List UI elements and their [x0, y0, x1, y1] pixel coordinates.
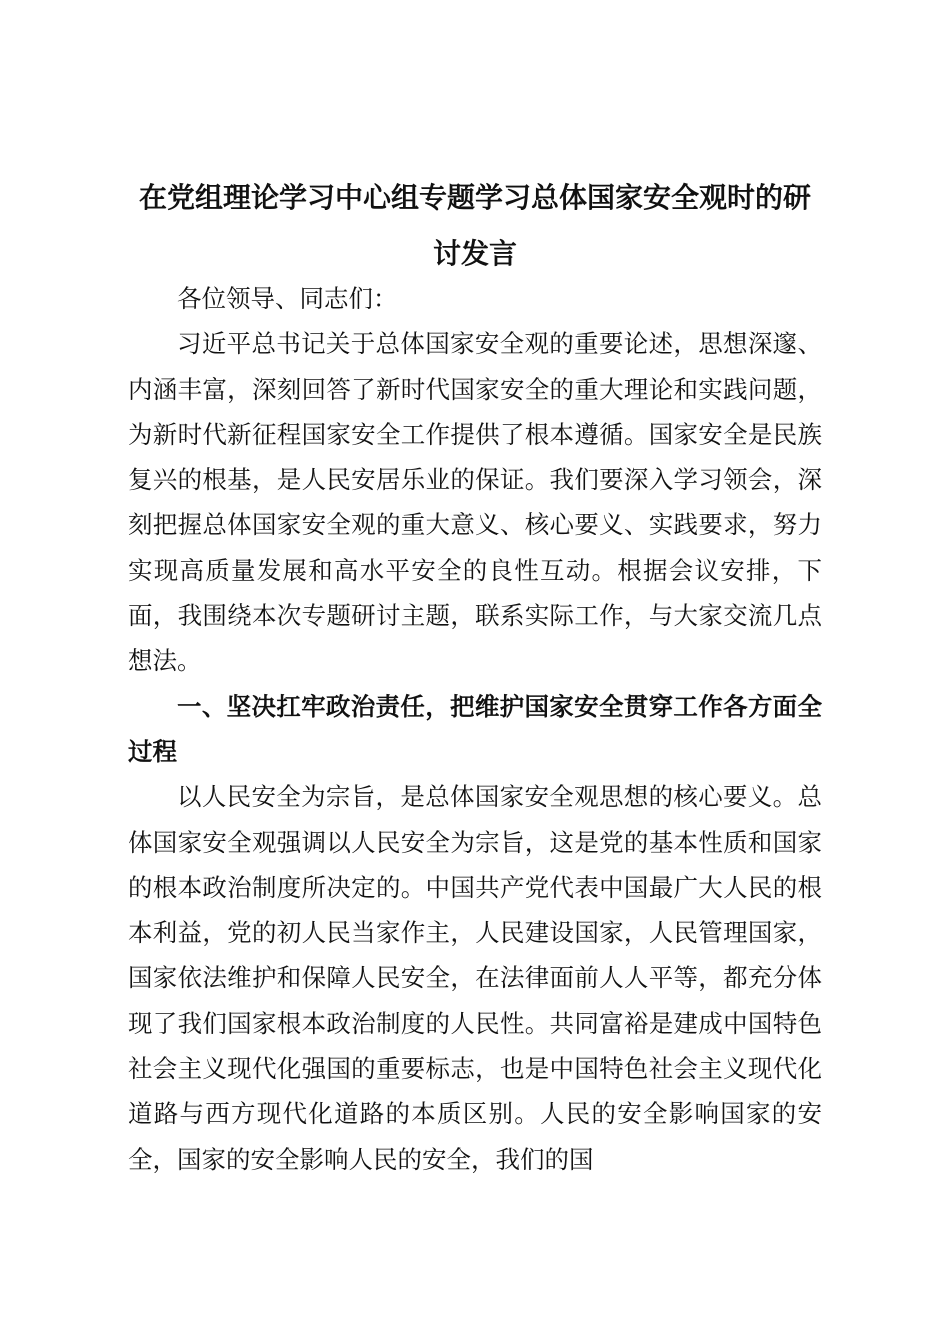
- salutation: 各位领导、同志们：: [177, 284, 398, 313]
- section-heading: 一、坚决扛牢政治责任，把维护国家安全贯穿工作各方面全过程: [128, 691, 822, 766]
- intro-paragraph: 习近平总书记关于总体国家安全观的重要论述，思想深邃、内涵丰富，深刻回答了新时代国家安全的重大理论和实践问题，为新时代新征程国家安全工作提供了根本遵循。国家安全是民族复兴的根基，是人民安居乐业的保证。我们要深入学习领会，深刻把握总体国家安全观的重大意义、核心要义、实践要求，努力实现高质量发展和高水平安全的良性互动。根据会议安排，下面，我围绕本次专题研讨主题，联系实际工作，与大家交流几点想法。: [128, 329, 822, 676]
- document-body: [128, 276, 822, 1182]
- document-title: 在党组理论学习中心组专题学习总体国家安全观时的研讨发言: [138, 181, 811, 270]
- section-paragraph: 以人民安全为宗旨，是总体国家安全观思想的核心要义。总体国家安全观强调以人民安全为宗旨，这是党的基本性质和国家的根本政治制度所决定的。中国共产党代表中国最广大人民的根本利益，党的初人民当家作主，人民建设国家，人民管理国家，国家依法维护和保障人民安全，在法律面前人人平等，都充分体现了我们国家根本政治制度的人民性。共同富裕是建成中国特色社会主义现代化强国的重要标志，也是中国特色社会主义现代化道路与西方现代化道路的本质区别。人民的安全影响国家的安全，国家的安全影响人民的安全，我们的国: [128, 782, 822, 1174]
